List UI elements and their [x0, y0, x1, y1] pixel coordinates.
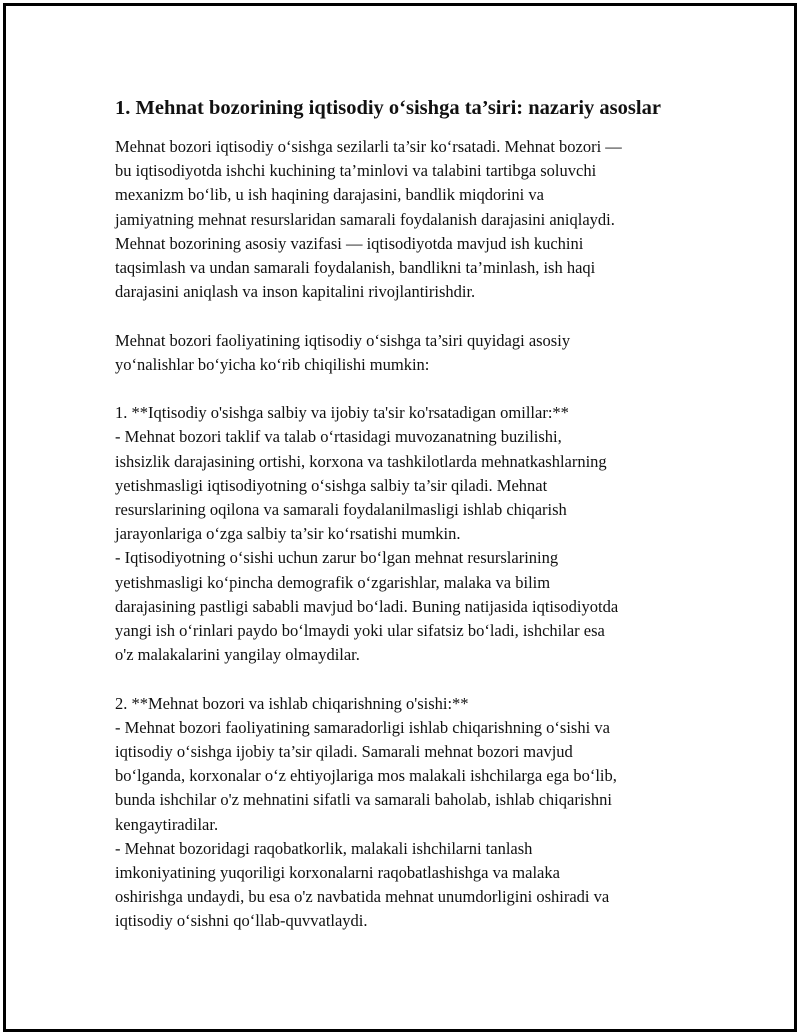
paragraph-factors: 1. **Iqtisodiy o'sishga salbiy va ijobiy ta'sir ko'rsatadigan omillar:** - Mehnat bozori taklif va talab o‘rtasidagi muvozanatning buzilishi, ishsizlik darajasining ortishi, korxona va tashkilotlarda mehnatkashlarning yetishmasligi iqtisodiyotning o‘sishga salbiy ta’sir qiladi. Mehnat resurslarining oqilona va samarali foydalanilmasligi ishlab chiqarish jarayonlariga o‘zga salbiy ta’sir ko‘rsatishi mumkin. - Iqtisodiyotning o‘sishi uchun zarur bo‘lgan mehnat resurslarining yetishmasligi ko‘pincha demografik o‘zgarishlar, malaka va bilim darajasining pastligi sababli mavjud bo‘ladi. Buning natijasida iqtisodiyotda yangi ish o‘rinlari paydo bo‘lmaydi yoki ular sifatsiz bo‘ladi, ishchilar esa o'z malakalarini yangilay olmaydilar.: [115, 403, 619, 665]
paragraph-intro: Mehnat bozori iqtisodiy o‘sishga sezilarli ta’sir ko‘rsatadi. Mehnat bozori — bu iqtisodiyotda ishchi kuchining ta’minlovi va talabini tartibga soluvchi mexanizm bo‘lib, u ish haqining darajasini, bandlik miqdorini va jamiyatning mehnat resurslaridan samarali foydalanish darajasini aniqlaydi. Mehnat bozorining asosiy vazifasi — iqtisodiyotda mavjud ish kuchini taqsimlash va undan samarali foydalanish, bandlikni ta’minlash, ish haqi darajasini aniqlash va inson kapitalini rivojlantirishdir.: [115, 137, 622, 302]
paragraph-directions: Mehnat bozori faoliyatining iqtisodiy o‘sishga ta’siri quyidagi asosiy yo‘nalishlar bo‘yicha ko‘rib chiqilishi mumkin:: [115, 330, 571, 374]
document-body: [115, 95, 695, 934]
section-heading: 1. Mehnat bozorining iqtisodiy o‘sishga ta’siri: nazariy asoslar: [115, 97, 661, 119]
paragraph-production: 2. **Mehnat bozori va ishlab chiqarishning o'sishi:** - Mehnat bozori faoliyatining samaradorligi ishlab chiqarishning o‘sishi va iqtisodiy o‘sishga ijobiy ta’sir qiladi. Samarali mehnat bozori mavjud bo‘lganda, korxonalar o‘z ehtiyojlariga mos malakali ishchilarga ega bo‘lib, bunda ishchilar o'z mehnatini sifatli va samarali baholab, ishlab chiqarishni kengaytiradilar. - Mehnat bozoridagi raqobatkorlik, malakali ishchilarni tanlash imkoniyatining yuqoriligi korxonalarni raqobatlashishga va malaka oshirishga undaydi, bu esa o'z navbatida mehnat unumdorligini oshiradi va iqtisodiy o‘sishni qo‘llab-quvvatlaydi.: [115, 693, 617, 931]
